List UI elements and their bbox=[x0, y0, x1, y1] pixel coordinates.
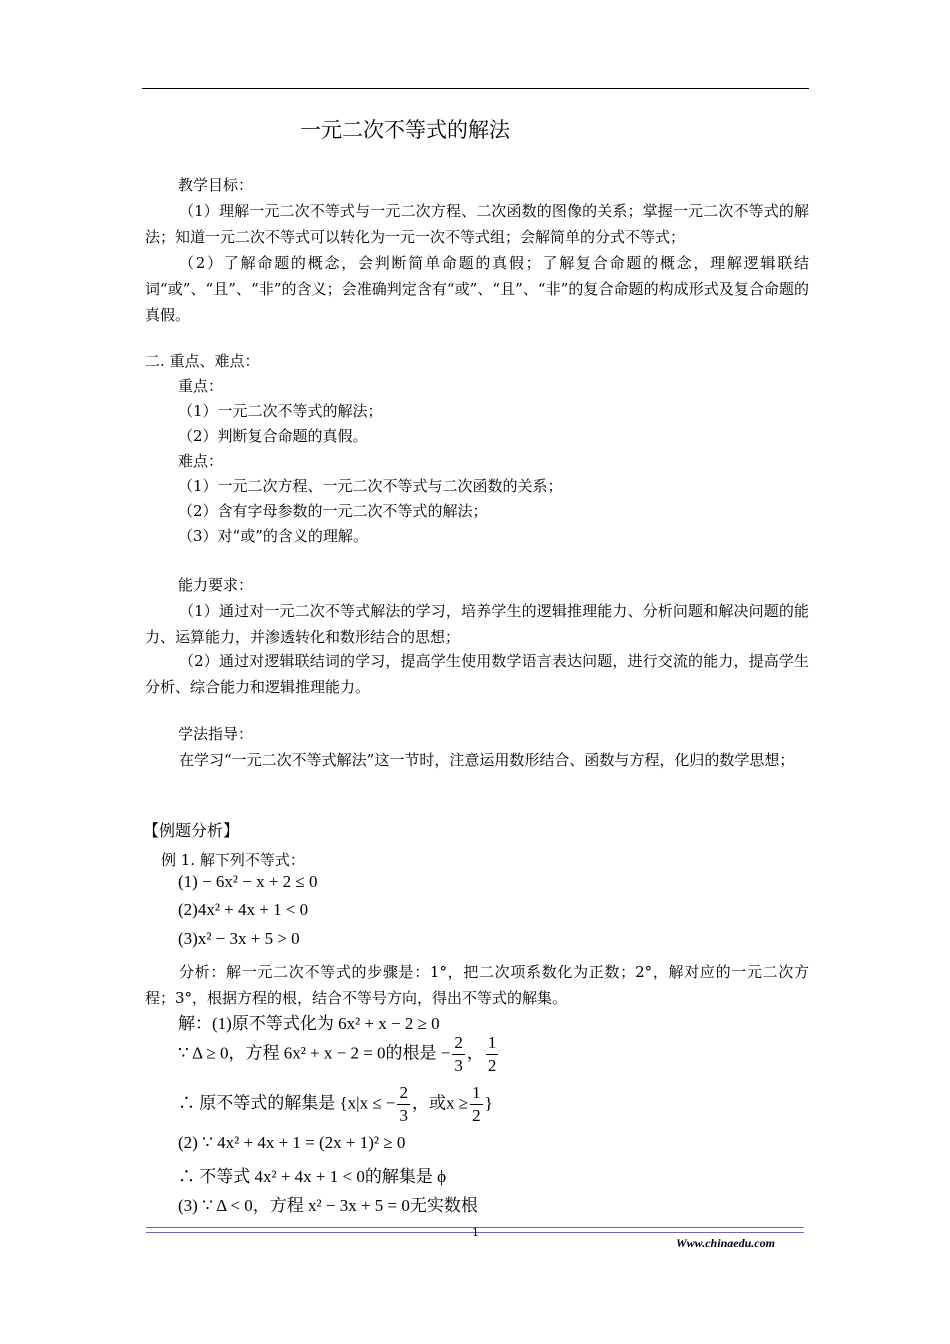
fraction-denominator: 3 bbox=[454, 1056, 463, 1075]
solution-line bbox=[178, 1191, 478, 1216]
separator: ， bbox=[466, 1043, 484, 1063]
method-p1-text: 在学习“一元二次不等式解法”这一节时，注意运用数形结合、函数与方程，化归的数学思想； bbox=[179, 751, 795, 769]
fraction bbox=[486, 1032, 499, 1077]
solution-text: ∴ 原不等式的解集是 {x|x ≤ − bbox=[178, 1093, 396, 1113]
hard-label: 难点： bbox=[178, 452, 224, 470]
example-inequality: (3)x² − 3x + 5 > 0 bbox=[178, 929, 300, 948]
examples-heading: 【例题分析】 bbox=[143, 821, 240, 840]
goals-p1-text: （1）理解一元二次不等式与一元二次方程、二次函数的图像的关系；掌握一元二次不等式的解法；知道一元二次不等式可以转化为一元一次不等式组；会解简单的分式不等式； bbox=[145, 202, 809, 246]
example-1-label: 例 1. 解下列不等式： bbox=[161, 851, 305, 869]
key-label: 重点： bbox=[178, 377, 224, 395]
fraction bbox=[452, 1032, 465, 1077]
ability-heading: 能力要求： bbox=[178, 576, 254, 594]
method-heading: 学法指导： bbox=[178, 725, 254, 743]
goals-p2-text: （2）了解命题的概念，会判断简单命题的真假；了解复合命题的概念，理解逻辑联结词“或”、“且”、“非”的含义；会准确判定含有“或”、“且”、“非”的复合命题的构成形式及复合命题的真假。 bbox=[145, 254, 809, 324]
fraction-denominator: 2 bbox=[472, 1106, 481, 1125]
analysis-text: 分析：解一元二次不等式的步骤是：1°，把二次项系数化为正数；2°，解对应的一元二次方程；3°，根据方程的根，结合不等号方向，得出不等式的解集。 bbox=[145, 963, 809, 1007]
fraction-numerator: 1 bbox=[486, 1032, 499, 1055]
ability-p1-text: （1）通过对一元二次不等式解法的学习，培养学生的逻辑推理能力、分析问题和解决问题的能力、运算能力，并渗透转化和数形结合的思想； bbox=[145, 602, 809, 646]
solution-line bbox=[178, 1133, 405, 1153]
key-item: （1）一元二次不等式的解法； bbox=[178, 402, 383, 420]
solution-line bbox=[178, 1032, 500, 1077]
analysis-paragraph bbox=[145, 959, 809, 1011]
example-inequality: (2)4x² + 4x + 1 < 0 bbox=[178, 900, 309, 919]
goals-paragraph-1 bbox=[145, 198, 809, 250]
ability-paragraph-1 bbox=[145, 598, 809, 650]
method-paragraph bbox=[145, 747, 809, 773]
fraction-numerator: 2 bbox=[397, 1082, 410, 1105]
solution-line bbox=[178, 1082, 493, 1127]
fraction-numerator: 1 bbox=[470, 1082, 483, 1105]
header-rule bbox=[142, 88, 809, 89]
solution-line bbox=[178, 1009, 440, 1034]
key-item: （2）判断复合命题的真假。 bbox=[178, 427, 368, 445]
ability-paragraph-2 bbox=[145, 648, 809, 700]
solution-text: ，或x ≥ bbox=[411, 1093, 469, 1113]
fraction-numerator: 2 bbox=[452, 1032, 465, 1055]
fraction bbox=[470, 1082, 483, 1127]
hard-item: （1）一元二次方程、一元二次不等式与二次函数的关系； bbox=[178, 477, 563, 495]
solution-line bbox=[178, 1162, 446, 1187]
example-inequality: (1) − 6x² − x + 2 ≤ 0 bbox=[178, 872, 318, 891]
solution-text: (3) ∵ Δ < 0，方程 x² − 3x + 5 = 0无实数根 bbox=[178, 1196, 478, 1215]
fraction-denominator: 2 bbox=[487, 1056, 497, 1075]
fraction bbox=[397, 1082, 410, 1127]
keypoints-heading: 二. 重点、难点： bbox=[145, 352, 260, 370]
hard-item: （3）对“或”的含义的理解。 bbox=[178, 527, 368, 545]
page-title: 一元二次不等式的解法 bbox=[300, 118, 510, 142]
page-number: 1 bbox=[472, 1226, 479, 1239]
hard-item: （2）含有字母参数的一元二次不等式的解法； bbox=[178, 502, 488, 520]
fraction-denominator: 3 bbox=[399, 1106, 408, 1125]
solution-text: ∴ 不等式 4x² + 4x + 1 < 0的解集是 ϕ bbox=[178, 1167, 447, 1186]
goals-heading: 教学目标： bbox=[178, 176, 254, 194]
site-url: Www.chinaedu.com bbox=[676, 1236, 775, 1250]
solution-text: ∵ Δ ≥ 0，方程 6x² + x − 2 = 0的根是 − bbox=[178, 1043, 451, 1063]
solution-text: 解：(1)原不等式化为 6x² + x − 2 ≥ 0 bbox=[178, 1014, 440, 1033]
goals-paragraph-2 bbox=[145, 250, 809, 328]
solution-text: } bbox=[484, 1093, 493, 1113]
ability-p2-text: （2）通过对逻辑联结词的学习，提高学生使用数学语言表达问题，进行交流的能力，提高学生分析、综合能力和逻辑推理能力。 bbox=[145, 652, 809, 696]
solution-text: (2) ∵ 4x² + 4x + 1 = (2x + 1)² ≥ 0 bbox=[178, 1133, 406, 1152]
